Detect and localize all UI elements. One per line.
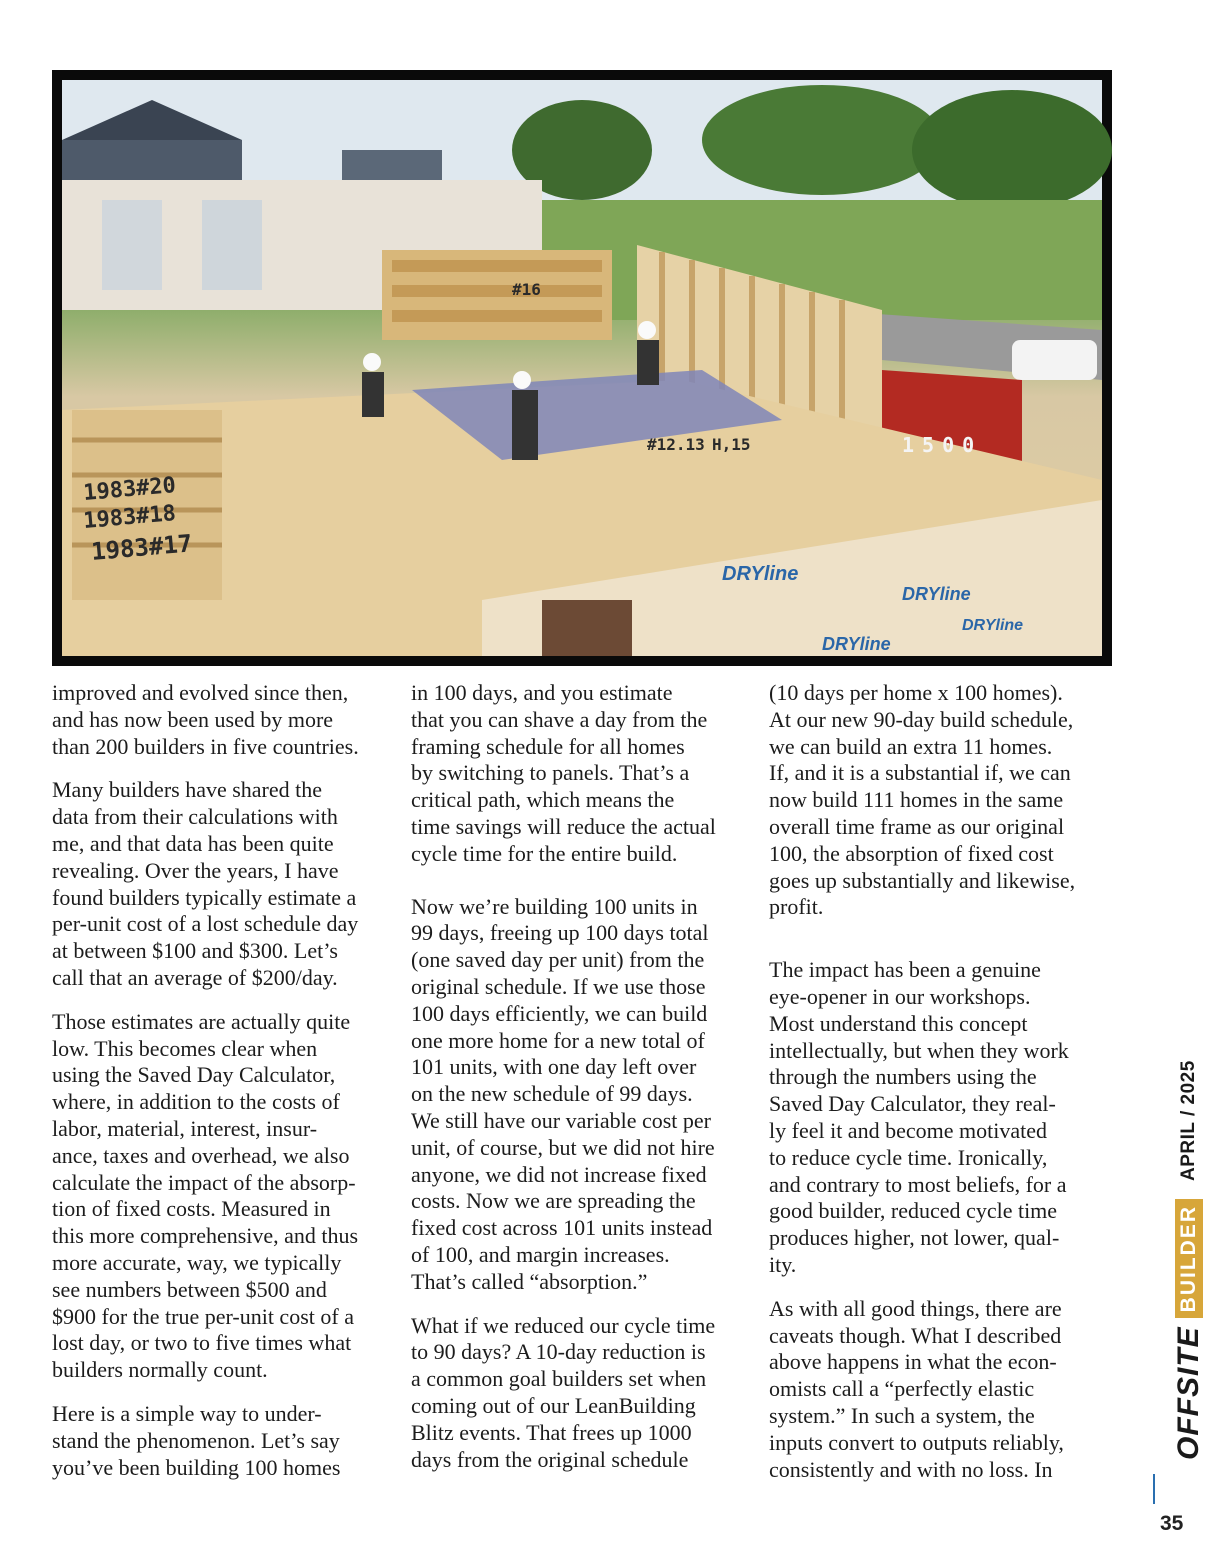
paragraph: Those estimates are actually quite low. This becomes clear when using the Saved Day Calculator, where, in addition to the costs of labor, material, interest, insur- ance, taxes and overhead, we also calculate the impact of the absorp- tion of fixed costs. Measured in this more comprehensive, and thus more accurate, way, we typically see numbers between $500 and $900 for the true per-unit cost of a lost day, or two to five times what builders normally count. [52,1008,359,1383]
paragraph: What if we reduced our cycle time to 90 days? A 10-day reduction is a common goal builders set when coming out of our LeanBuilding Blitz events. That frees up 1000 days from the original schedule [411,1312,716,1472]
article-column-3 [769,680,1114,1500]
paragraph: (10 days per home x 100 homes). At our new 90-day build schedule, we can build an extra 11 homes. If, and it is a substantial if, we can now build 111 homes in the same overall time frame as our original 100, the absorption of fixed cost goes up substantially and likewise, profit. [769,680,1076,920]
issue-date: APRIL / 2025 [1178,1060,1199,1181]
article-photo-frame [52,70,1112,666]
wrap-brand-1: DRYline [722,563,799,585]
paragraph: The impact has been a genuine eye-opener in our workshops. Most understand this concept intellectually, but when they work through the numbers using the Saved Day Calculator, they real- ly feel it and become motivated to reduce cycle time. Ironically, and contrary to most beliefs, for a good builder, reduced cycle time produces higher, not lower, qual- ity. [769,957,1069,1277]
wrap-brand-3: DRYline [822,634,891,654]
panel-label-1: 1983#20 [82,472,177,506]
wrap-brand-2: DRYline [902,584,971,604]
magazine-sidebar [1148,1060,1205,1470]
paragraph: in 100 days, and you estimate that you can shave a day from the framing schedule for all homes by switching to panels. That’s a critical path, which means the time savings will reduce the actual cycle time for the entire build. [411,680,716,866]
panel-label-6: #16 [512,280,541,299]
paragraph: Now we’re building 100 units in 99 days, freeing up 100 days total (one saved day per unit) from the original schedule. If we use those 100 days efficiently, we can build one more home for a new total of 101 units, with one day left over on the new schedule of 99 days. We still have our variable cost per unit, of course, but we did not hire anyone, we did not increase fixed costs. Now we are spreading the fixed cost across 101 units instead of 100, and margin increases. That’s called “absorption.” [411,893,715,1294]
panel-label-4: #12.13 [647,435,705,454]
panel-label-3: 1983#17 [90,529,194,566]
paragraph: As with all good things, there are caveats though. What I described above happens in what the econ- omists call a “perfectly elastic system.” In such a system, the inputs convert to outputs reliably, consistently and with no loss. In [769,1295,1064,1482]
paragraph: Many builders have shared the data from their calculations with me, and that data has been quite revealing. Over the years, I have found builders typically estimate a per-unit cost of a lost schedule day at between $100 and $300. Let’s call that an average of $200/day. [52,777,359,990]
panel-label-2: 1983#18 [82,500,177,534]
page-number-rule [1153,1474,1155,1504]
article-column-1 [52,680,397,1498]
construction-photo-drawing [62,80,1102,656]
magazine-name-offsite: OFFSITE [1172,1326,1205,1460]
paragraph: Here is a simple way to under- stand the phenomenon. Let’s say you’ve been building 100 homes [52,1400,341,1480]
magazine-name-builder: BUILDER [1175,1199,1203,1318]
page-number: 35 [1160,1512,1184,1535]
wrap-brand-4: DRYline [962,617,1024,634]
article-column-2 [411,680,756,1490]
paragraph: improved and evolved since then, and has now been used by more than 200 builders in five countries. [52,680,359,759]
dumpster-number: 1500 [902,433,983,457]
panel-label-5: H,15 [712,435,751,454]
construction-photo [62,80,1102,656]
